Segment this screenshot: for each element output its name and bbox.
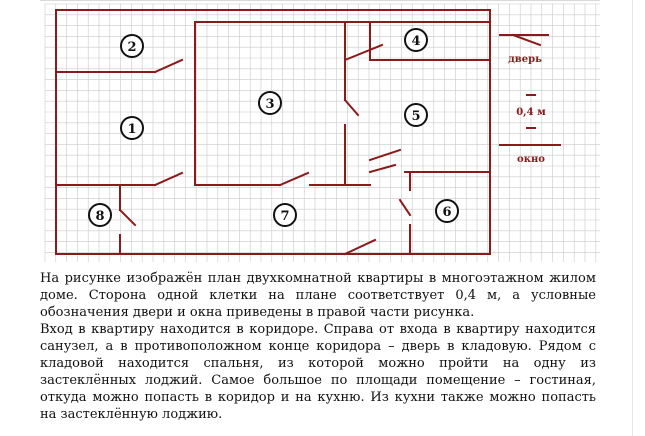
room-label: 1 — [127, 122, 137, 137]
room-label: 2 — [127, 40, 137, 55]
room-marker — [405, 104, 427, 126]
room-label: 8 — [95, 209, 105, 224]
problem-paragraph-2: Вход в квартиру находится в коридоре. Справа от входа в квартиру находится санузел, а в противоположном конце коридора – дверь в кладовую. Рядом с кладовой находится спальня, из которой можно пройти на одну из застеклённых лоджий. Самое большое по площади помещение – гостиная, откуда можно попасть в коридор и на кухню. Из кухни также можно попасть на застеклённую лоджию. — [40, 322, 596, 422]
problem-text — [40, 270, 596, 423]
legend-window-label: окно — [517, 154, 545, 165]
room-marker — [121, 35, 143, 57]
door-leaf — [155, 60, 182, 72]
problem-paragraph-1: На рисунке изображён план двухкомнатной квартиры в многоэтажном жилом доме. Сторона одной клетки на плане соответствует 0,4 м, а условные обозначения двери и окна приведены в правой части рисунка. — [40, 271, 596, 320]
door-leaf — [345, 240, 375, 254]
legend-door-label: дверь — [508, 54, 542, 65]
room-label: 5 — [411, 109, 421, 124]
room-marker — [405, 29, 427, 51]
room-labels — [89, 29, 458, 226]
room-marker — [274, 204, 296, 226]
legend-scale-label: 0,4 м — [516, 107, 546, 118]
door-leaf — [155, 173, 182, 185]
room-marker — [436, 200, 458, 222]
room-label: 3 — [265, 97, 275, 112]
room-label: 6 — [442, 205, 452, 220]
door-leaf — [120, 210, 135, 225]
room-marker — [259, 92, 281, 114]
room-marker — [89, 204, 111, 226]
plan-legend — [508, 54, 546, 165]
room-marker — [121, 117, 143, 139]
door-leaf — [345, 100, 358, 115]
room-label: 7 — [280, 209, 290, 224]
room-label: 4 — [411, 34, 421, 49]
door-leaf — [280, 173, 308, 185]
